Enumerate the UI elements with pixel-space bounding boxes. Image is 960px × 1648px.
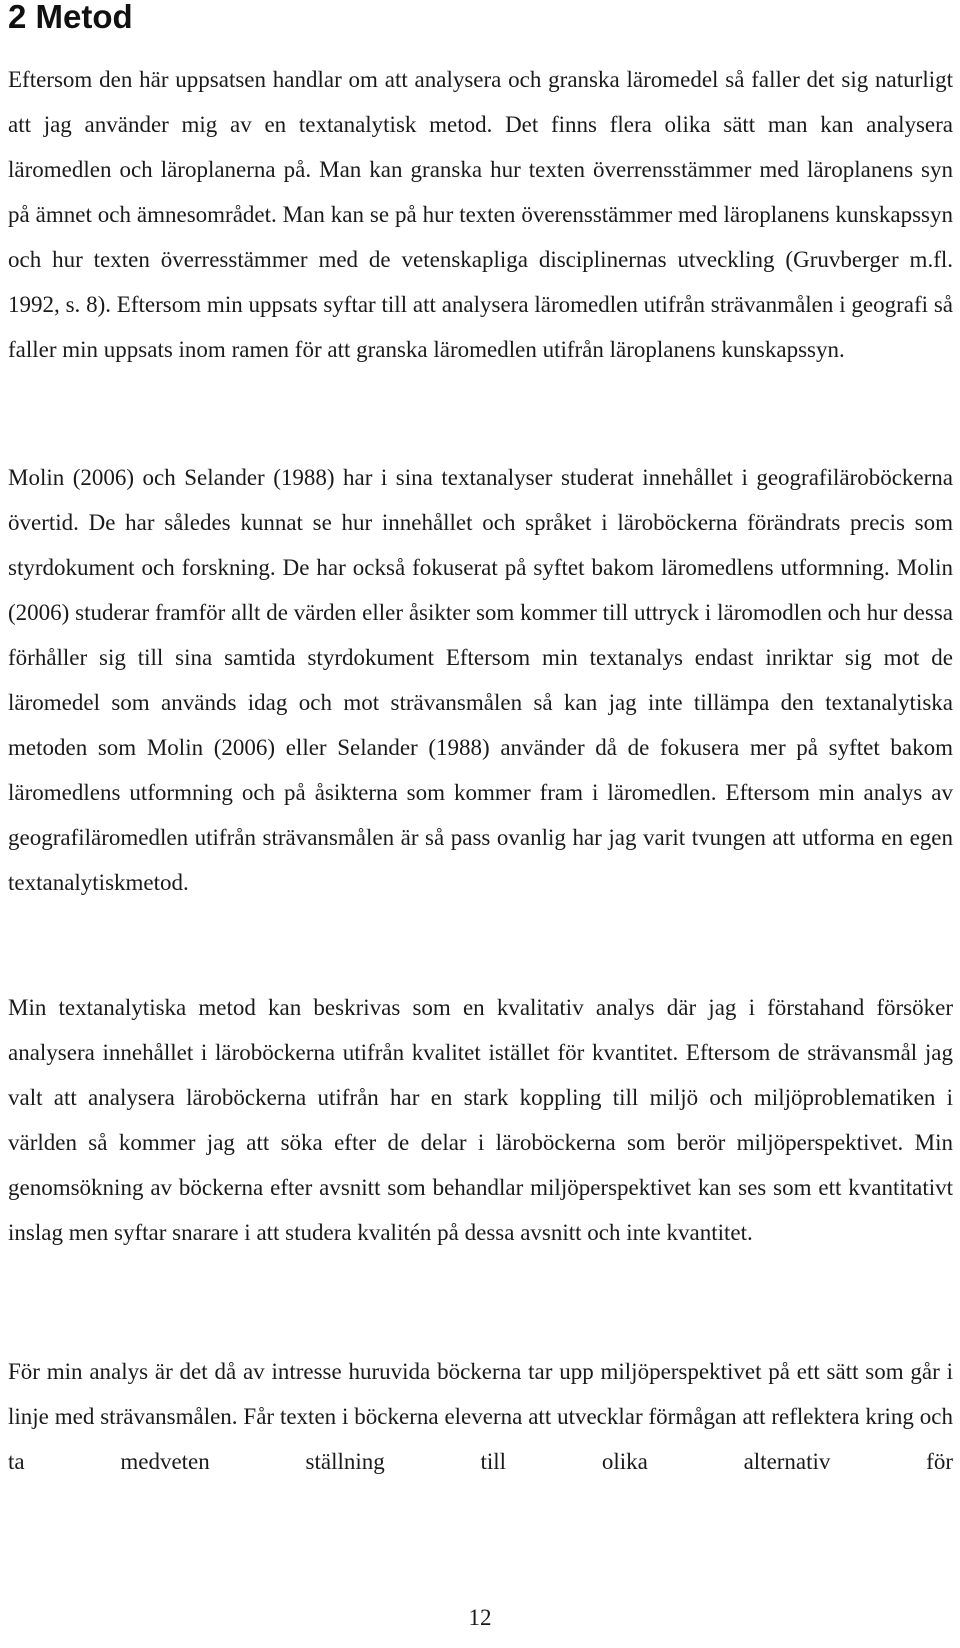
paragraph-method-intro: Eftersom den här uppsatsen handlar om att analysera och granska läromedel så faller det sig naturligt att jag använder mig av en textanalytisk metod. Det finns flera olika sätt man kan analysera läromedlen och läroplanerna på. Man kan granska hur texten överrensstämmer med läroplanens syn på ämnet och ämnesområdet. Man kan se på hur texten överensstämmer med läroplanens kunskapssyn och hur texten överresstämmer med de vetenskapliga disciplinernas utveckling (Gruvberger m.fl. 1992, s. 8). Eftersom min uppsats syftar till att analysera läromedlen utifrån strävanmålen i geografi så faller min uppsats inom ramen för att granska läromedlen utifrån läroplanens kunskapssyn. bbox=[8, 67, 953, 362]
paragraph-analysis-interest: För min analys är det då av intresse huruvida böckerna tar upp miljöperspektivet på ett sätt som går i linje med strävansmålen. Får texten i böckerna eleverna att utvecklar förmågan att reflektera kring och ta medveten ställning till olika alternativ för bbox=[8, 1359, 953, 1474]
paragraph-qualitative-analysis: Min textanalytiska metod kan beskrivas som en kvalitativ analys där jag i förstahand försöker analysera innehållet i läroböckerna utifrån kvalitet istället för kvantitet. Eftersom de strävansmål jag valt att analysera läroböckerna utifrån har en stark koppling till miljö och miljöproblematiken i världen så kommer jag att söka efter de delar i läroböckerna som berör miljöperspektivet. Min genomsökning av böckerna efter avsnitt som behandlar miljöperspektivet kan ses som ett kvantitativt inslag men syftar snarare i att studera kvalitén på dessa avsnitt och inte kvantitet. bbox=[8, 995, 953, 1245]
page-number: 12 bbox=[468, 1605, 492, 1630]
paragraph-previous-research: Molin (2006) och Selander (1988) har i sina textanalyser studerat innehållet i geografiläroböckerna övertid. De har således kunnat se hur innehållet och språket i läroböckerna förändrats precis som styrdokument och forskning. De har också fokuserat på syftet bakom läromedlens utformning. Molin (2006) studerar framför allt de värden eller åsikter som kommer till uttryck i läromodlen och hur dessa förhåller sig till sina samtida styrdokument Eftersom min textanalys endast inriktar sig mot de läromedel som används idag och mot strävansmålen så kan jag inte tillämpa den textanalytiska metoden som Molin (2006) eller Selander (1988) använder då de fokusera mer på syftet bakom läromedlens utformning och på åsikterna som kommer fram i läromedlen. Eftersom min analys av geografiläromedlen utifrån strävansmålen är så pass ovanlig har jag varit tvungen att utforma en egen textanalytiskmetod. bbox=[8, 465, 953, 895]
section-heading: 2 Metod bbox=[8, 0, 133, 35]
